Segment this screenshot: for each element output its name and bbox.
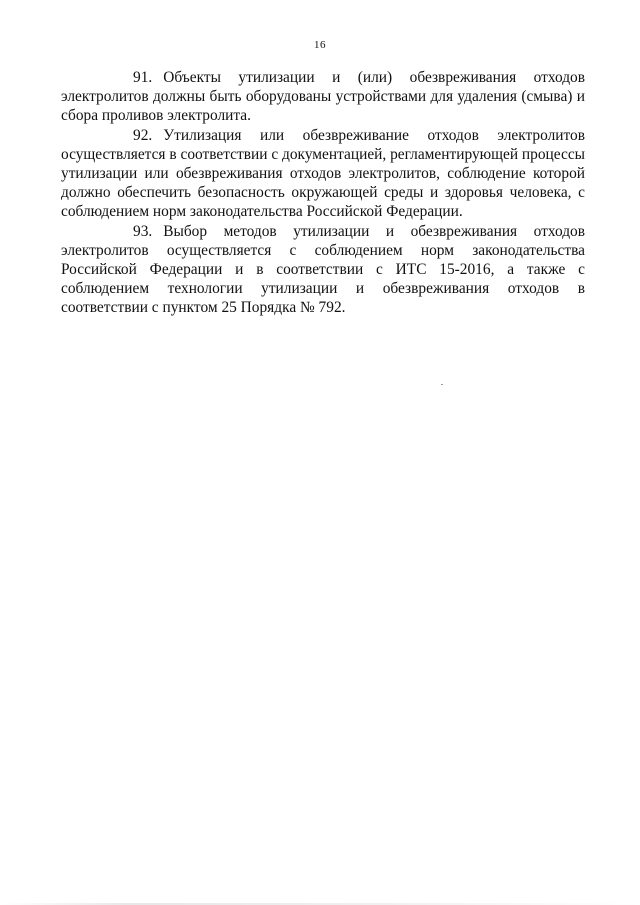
- paragraph-93: [61, 222, 585, 318]
- paragraph-text: Утилизация или обезвреживание отходов электролитов осуществляется в соответствии с документацией, регламентирующей процессы утилизации или обезвреживания отходов электролитов, соблюдение которой должно обеспечить безопасность окружающей среды и здоровья человека, с соблюдением норм законодательства Российской Федерации.: [61, 126, 585, 221]
- paragraph-text: Выбор методов утилизации и обезвреживания отходов электролитов осуществляется с соблюдением норм законодательства Российской Федерации и в соответствии с ИТС 15-2016, а также с соблюдением технологии утилизации и обезвреживания отходов в соответствии с пунктом 25 Порядка № 792.: [61, 222, 585, 317]
- paragraph-number: 92.: [133, 126, 153, 144]
- document-body: [61, 68, 585, 318]
- paragraph-number: 91.: [133, 69, 153, 86]
- paragraph-91: [61, 68, 585, 126]
- page-number: 16: [314, 39, 326, 51]
- paragraph-text: Объекты утилизации и (или) обезвреживания отходов электролитов должны быть оборудованы устройствами для удаления (смыва) и сбора проливов электролита.: [61, 69, 585, 125]
- paragraph-number: 93.: [133, 222, 153, 240]
- scan-speck: [441, 384, 443, 385]
- paragraph-92: [61, 126, 585, 222]
